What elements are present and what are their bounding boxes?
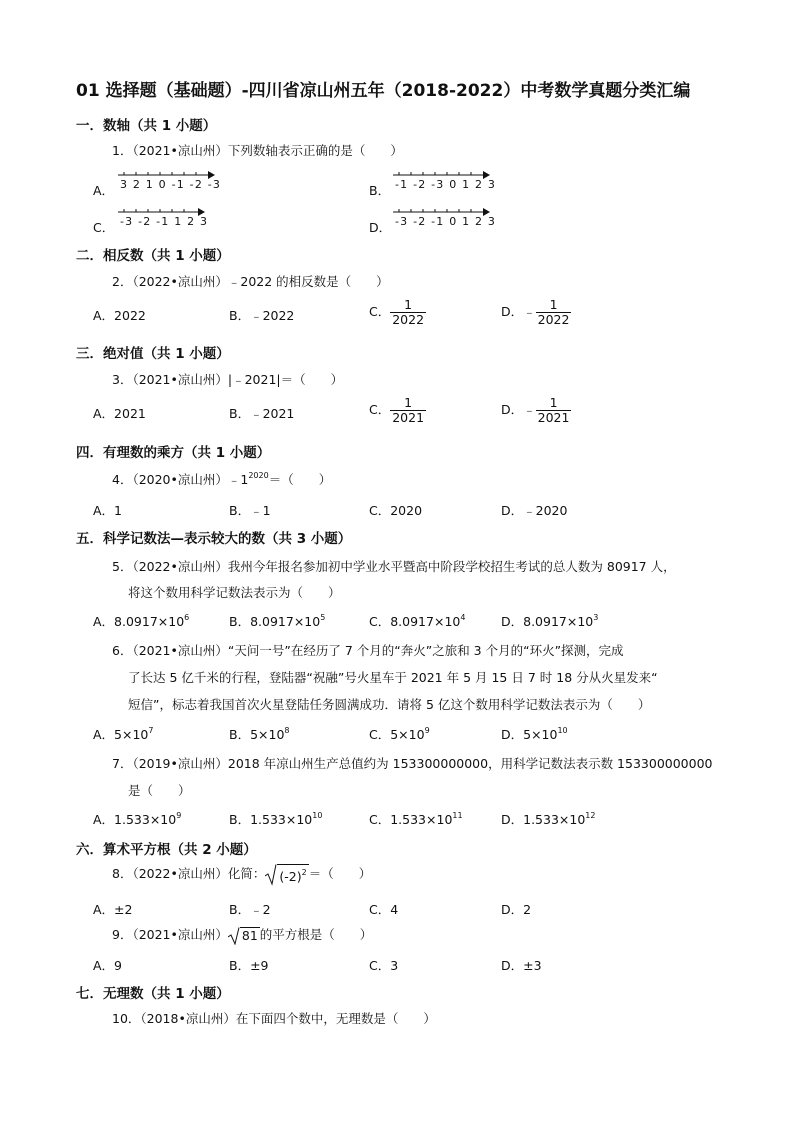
option-label: D．﹣ bbox=[501, 304, 536, 319]
exponent: 2 bbox=[301, 868, 307, 877]
q9-option-a: A．9 bbox=[93, 958, 123, 973]
question-10-stem: 10．（2018•凉山州）在下面四个数中，无理数是（ ） bbox=[112, 1011, 436, 1026]
q1-option-d-label: D． bbox=[369, 220, 392, 235]
option-text: B．5×10 bbox=[229, 727, 285, 742]
question-5-line-1: 5．（2022•凉山州）我州今年报名参加初中学业水平暨高中阶段学校招生考试的总人数为 80917 人， bbox=[112, 559, 676, 574]
q4-option-b: B．﹣1 bbox=[229, 503, 271, 518]
question-8-stem bbox=[112, 864, 371, 885]
q1-option-d-number-line bbox=[393, 205, 497, 229]
option-text: A．1.533×10 bbox=[93, 812, 177, 827]
question-1-stem: 1．（2021•凉山州）下列数轴表示正确的是（ ） bbox=[112, 143, 403, 158]
q6-option-b bbox=[229, 725, 290, 743]
stem-text: 9．（2021•凉山州） bbox=[112, 927, 228, 942]
question-7-line-2: 是（ ） bbox=[128, 783, 191, 798]
radical-sign-icon bbox=[265, 864, 277, 886]
q1-option-a-label: A． bbox=[93, 183, 115, 198]
q3-option-c bbox=[369, 396, 426, 425]
fraction-numerator: 1 bbox=[549, 395, 558, 410]
option-text: A．5×10 bbox=[93, 727, 149, 742]
q4-option-d: D．﹣2020 bbox=[501, 503, 568, 518]
q8-option-c: C．4 bbox=[369, 902, 399, 917]
q4-option-c: C．2020 bbox=[369, 503, 423, 518]
fraction-numerator: 1 bbox=[404, 297, 413, 312]
option-text: B．1.533×10 bbox=[229, 812, 313, 827]
option-label: C． bbox=[369, 402, 391, 417]
question-6-line-1: 6．（2021•凉山州）“天问一号”在经历了 7 个月的“奔火”之旅和 3 个月的“环火”探测，完成 bbox=[112, 643, 624, 658]
exponent: 7 bbox=[148, 726, 154, 735]
section-heading-power: 四．有理数的乘方（共 1 小题） bbox=[76, 445, 271, 461]
number-line-tick-labels: -3 -2 -1 0 1 2 3 bbox=[395, 215, 497, 228]
q7-option-d bbox=[501, 810, 595, 828]
radical-sign-icon bbox=[228, 927, 240, 945]
question-5-line-2: 将这个数用科学记数法表示为（ ） bbox=[128, 585, 341, 600]
exponent: 6 bbox=[184, 613, 190, 622]
option-label: C． bbox=[369, 304, 391, 319]
q5-option-d bbox=[501, 612, 598, 630]
q9-option-b: B．±9 bbox=[229, 958, 269, 973]
q5-option-a bbox=[93, 612, 189, 630]
number-line-tick-labels: -1 -2 -3 0 1 2 3 bbox=[395, 178, 497, 191]
fraction-denominator: 2021 bbox=[537, 410, 570, 425]
fraction bbox=[536, 396, 572, 425]
section-heading-absolute-value: 三．绝对值（共 1 小题） bbox=[76, 346, 230, 362]
q6-option-a bbox=[93, 725, 153, 743]
q4-option-a: A．1 bbox=[93, 503, 123, 518]
section-heading-opposite-number: 二．相反数（共 1 小题） bbox=[76, 248, 230, 264]
option-text: D．1.533×10 bbox=[501, 812, 586, 827]
exponent: 10 bbox=[312, 811, 323, 820]
exponent: 2020 bbox=[248, 471, 269, 480]
stem-text: ＝（ ） bbox=[268, 472, 332, 487]
q2-option-c bbox=[369, 298, 426, 327]
stem-text: 8．（2022•凉山州）化简： bbox=[112, 866, 266, 881]
square-root bbox=[265, 864, 308, 885]
page-title: 01 选择题（基础题）-四川省凉山州五年（2018-2022）中考数学真题分类汇编 bbox=[76, 81, 691, 101]
option-text: C．1.533×10 bbox=[369, 812, 453, 827]
exponent: 9 bbox=[176, 811, 182, 820]
q1-option-c-label: C． bbox=[93, 220, 115, 235]
q7-option-b bbox=[229, 810, 322, 828]
option-text: B．8.0917×10 bbox=[229, 614, 321, 629]
option-text: D．8.0917×10 bbox=[501, 614, 594, 629]
exponent: 3 bbox=[593, 613, 599, 622]
exponent: 9 bbox=[424, 726, 430, 735]
section-heading-square-root: 六．算术平方根（共 2 小题） bbox=[76, 842, 257, 858]
q8-option-a: A．±2 bbox=[93, 902, 133, 917]
q3-option-b: B．﹣2021 bbox=[229, 406, 295, 421]
fraction bbox=[390, 396, 426, 425]
fraction-denominator: 2022 bbox=[537, 312, 570, 327]
q2-option-a: A．2022 bbox=[93, 308, 146, 323]
q1-option-b-number-line bbox=[393, 168, 497, 192]
exponent: 12 bbox=[585, 811, 596, 820]
option-text: C．8.0917×10 bbox=[369, 614, 461, 629]
question-2-stem: 2．（2022•凉山州）﹣2022 的相反数是（ ） bbox=[112, 274, 389, 289]
exponent: 11 bbox=[452, 811, 463, 820]
radicand-text: (-2) bbox=[279, 869, 302, 884]
section-heading-scientific-notation: 五．科学记数法—表示较大的数（共 3 小题） bbox=[76, 531, 352, 547]
exponent: 5 bbox=[320, 613, 326, 622]
exponent: 10 bbox=[557, 726, 568, 735]
square-root bbox=[228, 927, 260, 944]
section-heading-number-line: 一．数轴（共 1 小题） bbox=[76, 118, 217, 134]
radicand bbox=[277, 864, 308, 885]
q9-option-c: C．3 bbox=[369, 958, 399, 973]
stem-text: ＝（ ） bbox=[308, 866, 372, 881]
q6-option-c bbox=[369, 725, 430, 743]
question-6-line-3: 短信”，标志着我国首次火星登陆任务圆满成功．请将 5 亿这个数用科学记数法表示为（ ） bbox=[128, 697, 651, 712]
number-line-tick-labels: 3 2 1 0 -1 -2 -3 bbox=[120, 178, 222, 191]
stem-text: 的平方根是（ ） bbox=[259, 927, 373, 942]
q1-option-c-number-line bbox=[118, 205, 218, 229]
q8-option-b: B．﹣2 bbox=[229, 902, 271, 917]
q5-option-b bbox=[229, 612, 325, 630]
fraction bbox=[390, 298, 426, 327]
q1-option-a-number-line bbox=[118, 168, 222, 192]
number-line-tick-labels: -3 -2 -1 1 2 3 bbox=[120, 215, 209, 228]
radicand: 81 bbox=[241, 928, 258, 943]
fraction bbox=[536, 298, 572, 327]
option-text: D．5×10 bbox=[501, 727, 558, 742]
fraction-denominator: 2021 bbox=[392, 410, 425, 425]
fraction-denominator: 2022 bbox=[392, 312, 425, 327]
section-heading-irrational-number: 七．无理数（共 1 小题） bbox=[76, 986, 230, 1002]
q2-option-b: B．﹣2022 bbox=[229, 308, 295, 323]
question-3-stem: 3．（2021•凉山州）|﹣2021|＝（ ） bbox=[112, 372, 344, 387]
question-6-line-2: 了长达 5 亿千米的行程，登陆器“祝融”号火星车于 2021 年 5 月 15 日 7 时 18 分从火星发来“ bbox=[128, 670, 658, 685]
exponent: 8 bbox=[284, 726, 290, 735]
q5-option-c bbox=[369, 612, 465, 630]
exponent: 4 bbox=[460, 613, 466, 622]
option-text: C．5×10 bbox=[369, 727, 425, 742]
q2-option-d bbox=[501, 298, 571, 327]
option-text: A．8.0917×10 bbox=[93, 614, 185, 629]
q7-option-a bbox=[93, 810, 181, 828]
q3-option-a: A．2021 bbox=[93, 406, 146, 421]
fraction-numerator: 1 bbox=[549, 297, 558, 312]
q1-option-b-label: B． bbox=[369, 183, 391, 198]
q6-option-d bbox=[501, 725, 568, 743]
q7-option-c bbox=[369, 810, 463, 828]
stem-text: 4．（2020•凉山州）﹣1 bbox=[112, 472, 249, 487]
q9-option-d: D．±3 bbox=[501, 958, 542, 973]
q8-option-d: D．2 bbox=[501, 902, 532, 917]
question-9-stem bbox=[112, 925, 372, 944]
fraction-numerator: 1 bbox=[404, 395, 413, 410]
question-7-line-1: 7．（2019•凉山州）2018 年凉山州生产总值约为 153300000000，用科学记数法表示数 153300000000 bbox=[112, 756, 713, 771]
option-label: D．﹣ bbox=[501, 402, 536, 417]
question-4-stem bbox=[112, 470, 331, 488]
q3-option-d bbox=[501, 396, 571, 425]
